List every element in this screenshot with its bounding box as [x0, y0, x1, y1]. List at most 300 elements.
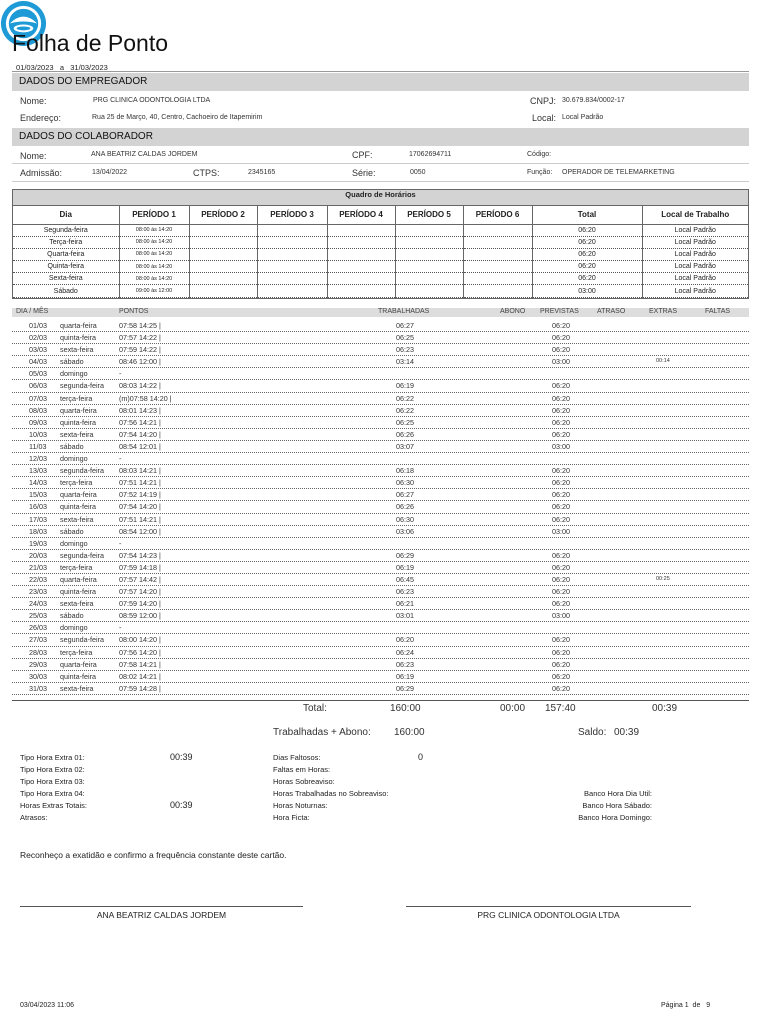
admission-label: Admissão: [20, 168, 63, 178]
row-punches: - [119, 369, 122, 379]
table-row [12, 429, 749, 441]
row-punches: 08:03 14:21 | [119, 466, 161, 476]
col-atraso: ATRASO [597, 308, 626, 315]
schedule-total: 06:20 [532, 273, 642, 285]
row-punches: 08:02 14:21 | [119, 671, 161, 681]
row-weekday: quarta-feira [60, 574, 97, 584]
employer-section-header: DADOS DO EMPREGADOR [12, 73, 749, 91]
table-row [12, 356, 749, 368]
schedule-period-3 [257, 285, 327, 297]
page-total: 9 [706, 1002, 711, 1009]
row-weekday: terça-feira [60, 647, 93, 657]
schedule-period-5 [395, 285, 463, 297]
schedule-period-4 [327, 236, 395, 248]
row-date: 14/03 [29, 478, 47, 488]
row-punches: 08:00 14:20 | [119, 635, 161, 645]
table-row [12, 477, 749, 489]
row-worked: 06:24 [396, 647, 414, 657]
table-row [12, 453, 749, 465]
row-date: 06/03 [29, 381, 47, 391]
schedule-header-cell: PERÍODO 6 [463, 206, 532, 224]
local-value: Local Padrão [562, 114, 604, 121]
period-separator: a [59, 63, 64, 72]
schedule-local: Local Padrão [642, 273, 748, 285]
table-row [12, 526, 749, 538]
schedule-local: Local Padrão [642, 261, 748, 273]
serie-value: 0050 [410, 169, 426, 176]
row-weekday: sexta-feira [60, 345, 94, 355]
table-row [12, 465, 749, 477]
row-weekday: quarta-feira [60, 321, 97, 330]
row-worked: 06:27 [396, 490, 414, 500]
table-row [12, 368, 749, 380]
row-punches: - [119, 538, 122, 548]
row-expected: 06:20 [552, 574, 570, 584]
noturnas-label: Horas Noturnas: [273, 801, 328, 810]
row-expected: 06:20 [552, 321, 570, 330]
table-row [12, 332, 749, 344]
row-weekday: quinta-feira [60, 333, 96, 343]
row-weekday: quinta-feira [60, 417, 96, 427]
schedule-row [13, 261, 748, 273]
total-expected: 157:40 [545, 703, 576, 714]
schedule-period-3 [257, 248, 327, 260]
row-worked: 06:19 [396, 562, 414, 572]
schedule-header-cell: PERÍODO 5 [395, 206, 463, 224]
row-weekday: sábado [60, 611, 84, 621]
schedule-period-5 [395, 273, 463, 285]
schedule-caption: Quadro de Horários [13, 190, 748, 206]
employee-signature-name: ANA BEATRIZ CALDAS JORDEM [96, 910, 227, 920]
divider [12, 71, 749, 72]
row-weekday: terça-feira [60, 393, 93, 403]
row-weekday: sábado [60, 357, 84, 367]
admission-value: 13/04/2022 [92, 169, 128, 176]
row-expected: 03:00 [552, 441, 570, 451]
row-expected: 06:20 [552, 393, 570, 403]
row-date: 03/03 [29, 345, 47, 355]
row-punches: 07:58 14:25 | [119, 321, 161, 330]
schedule-period-1: 08:00 às 14:20 [119, 248, 189, 260]
schedule-row [13, 273, 748, 285]
divider [12, 163, 749, 164]
banco-sabado-label: Banco Hora Sábado: [582, 801, 652, 810]
row-weekday: terça-feira [60, 478, 93, 488]
row-weekday: sexta-feira [60, 599, 94, 609]
row-date: 05/03 [29, 369, 47, 379]
table-row [12, 598, 749, 610]
schedule-day: Terça-feira [13, 236, 119, 248]
row-date: 24/03 [29, 599, 47, 609]
row-expected: 06:20 [552, 599, 570, 609]
schedule-day: Quarta-feira [13, 248, 119, 260]
page-of-label: de [692, 1002, 701, 1009]
table-row [12, 380, 749, 392]
row-expected: 06:20 [552, 478, 570, 488]
row-expected: 03:00 [552, 611, 570, 621]
he2-label: Tipo Hora Extra 02: [20, 765, 85, 774]
table-row [12, 574, 749, 586]
schedule-total: 06:20 [532, 248, 642, 260]
row-date: 23/03 [29, 587, 47, 597]
table-row [12, 441, 749, 453]
row-date: 19/03 [29, 538, 47, 548]
worked-abono-label: Trabalhadas + Abono: [273, 727, 371, 738]
employer-signature-line [406, 906, 691, 907]
schedule-period-6 [463, 236, 532, 248]
row-worked: 03:06 [396, 526, 414, 536]
row-weekday: quarta-feira [60, 405, 97, 415]
schedule-period-6 [463, 224, 532, 236]
banco-domingo-label: Banco Hora Domingo: [578, 813, 652, 822]
row-date: 21/03 [29, 562, 47, 572]
row-expected: 06:20 [552, 381, 570, 391]
cpf-value: 17062694711 [409, 151, 452, 158]
row-worked: 06:29 [396, 683, 414, 693]
employer-name: PRG CLINICA ODONTOLOGIA LTDA [93, 97, 211, 104]
schedule-period-2 [189, 261, 257, 273]
schedule-period-1: 08:00 às 14:20 [119, 224, 189, 236]
row-date: 01/03 [29, 321, 47, 330]
table-row [12, 320, 749, 332]
row-punches: 07:59 14:20 | [119, 599, 161, 609]
row-date: 10/03 [29, 429, 47, 439]
row-worked: 06:23 [396, 345, 414, 355]
local-label: Local: [532, 113, 557, 123]
row-extras: 00:14 [656, 358, 670, 365]
row-weekday: domingo [60, 623, 88, 633]
cpf-label: CPF: [352, 150, 373, 160]
page-number [661, 1002, 710, 1009]
row-date: 15/03 [29, 490, 47, 500]
row-date: 18/03 [29, 526, 47, 536]
table-row [12, 550, 749, 562]
schedule-table [12, 189, 749, 299]
faltas-horas-label: Faltas em Horas: [273, 765, 331, 774]
schedule-period-4 [327, 261, 395, 273]
atrasos-label: Atrasos: [20, 813, 48, 822]
worked-abono-value: 160:00 [394, 727, 425, 738]
row-worked: 03:14 [396, 357, 414, 367]
row-punches: (m)07:58 14:20 | [119, 393, 172, 403]
row-worked: 06:26 [396, 502, 414, 512]
row-date: 16/03 [29, 502, 47, 512]
row-worked: 03:01 [396, 611, 414, 621]
row-worked: 06:19 [396, 381, 414, 391]
schedule-period-3 [257, 261, 327, 273]
row-weekday: domingo [60, 369, 88, 379]
total-extras: 00:39 [652, 703, 678, 714]
sobreaviso-label: Horas Sobreaviso: [273, 777, 335, 786]
schedule-header-cell: Local de Trabalho [642, 206, 748, 224]
totals-divider [12, 700, 749, 701]
row-expected: 06:20 [552, 466, 570, 476]
schedule-period-5 [395, 248, 463, 260]
row-worked: 06:21 [396, 599, 414, 609]
he1-value: 00:39 [170, 752, 193, 762]
row-worked: 06:30 [396, 514, 414, 524]
row-worked: 03:07 [396, 441, 414, 451]
col-trabalhadas: TRABALHADAS [378, 308, 430, 315]
ficta-label: Hora Ficta: [273, 813, 310, 822]
row-punches: 07:57 14:20 | [119, 587, 161, 597]
row-date: 30/03 [29, 671, 47, 681]
row-date: 08/03 [29, 405, 47, 415]
declaration-text: Reconheço a exatidão e confirmo a frequência constante deste cartão. [20, 850, 287, 860]
row-date: 31/03 [29, 683, 47, 693]
employer-name-label: Nome: [20, 96, 47, 106]
row-date: 20/03 [29, 550, 47, 560]
col-faltas: FALTAS [705, 308, 731, 315]
row-worked: 06:18 [396, 466, 414, 476]
row-extras: 00:25 [656, 575, 670, 582]
daily-table [12, 320, 749, 695]
row-expected: 06:20 [552, 587, 570, 597]
row-weekday: quarta-feira [60, 490, 97, 500]
schedule-total: 06:20 [532, 224, 642, 236]
row-punches: 07:57 14:22 | [119, 333, 161, 343]
total-worked: 160:00 [390, 703, 421, 714]
cnpj-label: CNPJ: [530, 96, 557, 106]
col-abono: ABONO [500, 308, 526, 315]
row-expected: 06:20 [552, 550, 570, 560]
schedule-local: Local Padrão [642, 248, 748, 260]
schedule-header-cell: PERÍODO 2 [189, 206, 257, 224]
table-row [12, 610, 749, 622]
row-expected: 06:20 [552, 514, 570, 524]
row-weekday: sábado [60, 526, 84, 536]
schedule-period-1: 08:00 às 14:20 [119, 236, 189, 248]
table-row [12, 538, 749, 550]
row-weekday: segunda-feira [60, 550, 104, 560]
row-weekday: quinta-feira [60, 671, 96, 681]
schedule-header-cell: Total [532, 206, 642, 224]
row-expected: 06:20 [552, 659, 570, 669]
row-date: 26/03 [29, 623, 47, 633]
row-weekday: sexta-feira [60, 683, 94, 693]
table-row [12, 489, 749, 501]
employee-section-header: DADOS DO COLABORADOR [12, 128, 749, 146]
row-weekday: quarta-feira [60, 659, 97, 669]
row-expected: 06:20 [552, 490, 570, 500]
row-expected: 06:20 [552, 671, 570, 681]
employee-name-label: Nome: [20, 151, 47, 161]
het-label: Horas Extras Totais: [20, 801, 87, 810]
row-weekday: sexta-feira [60, 429, 94, 439]
schedule-period-2 [189, 273, 257, 285]
row-punches: 07:54 14:20 | [119, 429, 161, 439]
row-punches: 07:56 14:20 | [119, 647, 161, 657]
page-label: Página [661, 1002, 683, 1009]
schedule-period-4 [327, 285, 395, 297]
schedule-day: Sábado [13, 285, 119, 297]
schedule-local: Local Padrão [642, 236, 748, 248]
row-weekday: terça-feira [60, 562, 93, 572]
schedule-period-1: 09:00 às 12:00 [119, 285, 189, 297]
table-row [12, 659, 749, 671]
row-weekday: domingo [60, 454, 88, 464]
schedule-period-2 [189, 285, 257, 297]
row-expected: 06:20 [552, 429, 570, 439]
row-worked: 06:23 [396, 659, 414, 669]
schedule-header-cell: PERÍODO 4 [327, 206, 395, 224]
row-worked: 06:30 [396, 478, 414, 488]
row-expected: 06:20 [552, 502, 570, 512]
row-worked: 06:25 [396, 417, 414, 427]
row-punches: 07:58 14:21 | [119, 659, 161, 669]
row-expected: 06:20 [552, 345, 570, 355]
row-expected: 06:20 [552, 417, 570, 427]
table-row [12, 634, 749, 646]
col-pontos: PONTOS [119, 308, 149, 315]
row-punches: - [119, 623, 122, 633]
row-weekday: segunda-feira [60, 635, 104, 645]
row-punches: 08:59 12:00 | [119, 611, 161, 621]
row-worked: 06:26 [396, 429, 414, 439]
schedule-header-cell: PERÍODO 3 [257, 206, 327, 224]
table-row [12, 683, 749, 695]
daily-table-header [12, 308, 749, 317]
cnpj-value: 30.679.834/0002-17 [562, 97, 625, 104]
schedule-period-6 [463, 273, 532, 285]
schedule-period-2 [189, 248, 257, 260]
row-worked: 06:25 [396, 333, 414, 343]
schedule-local: Local Padrão [642, 224, 748, 236]
schedule-day: Segunda-feira [13, 224, 119, 236]
schedule-period-6 [463, 248, 532, 260]
het-value: 00:39 [170, 800, 193, 810]
table-row [12, 586, 749, 598]
row-punches: 08:03 14:22 | [119, 381, 161, 391]
print-timestamp: 03/04/2023 11:06 [20, 1002, 74, 1009]
col-dia: DIA / MÊS [16, 308, 49, 315]
period-end: 31/03/2023 [70, 63, 108, 72]
schedule-total: 06:20 [532, 261, 642, 273]
schedule-header-cell: Dia [13, 206, 119, 224]
row-expected: 06:20 [552, 647, 570, 657]
row-punches: - [119, 454, 122, 464]
schedule-row [13, 248, 748, 260]
banco-util-label: Banco Hora Dia Util: [584, 789, 652, 798]
table-row [12, 344, 749, 356]
row-punches: 07:52 14:19 | [119, 490, 161, 500]
page-title: Folha de Ponto [12, 30, 169, 56]
schedule-total: 06:20 [532, 236, 642, 248]
row-date: 27/03 [29, 635, 47, 645]
he1-label: Tipo Hora Extra 01: [20, 753, 85, 762]
schedule-period-4 [327, 224, 395, 236]
divider [12, 181, 749, 182]
table-row [12, 562, 749, 574]
schedule-period-3 [257, 236, 327, 248]
schedule-period-3 [257, 273, 327, 285]
schedule-header-cell: PERÍODO 1 [119, 206, 189, 224]
row-date: 22/03 [29, 574, 47, 584]
row-worked: 06:20 [396, 635, 414, 645]
row-worked: 06:19 [396, 671, 414, 681]
row-expected: 06:20 [552, 562, 570, 572]
trab-sobreaviso-label: Horas Trabalhadas no Sobreaviso: [273, 789, 389, 798]
row-punches: 08:01 14:23 | [119, 405, 161, 415]
schedule-period-4 [327, 248, 395, 260]
schedule-period-6 [463, 261, 532, 273]
row-expected: 06:20 [552, 333, 570, 343]
row-expected: 06:20 [552, 635, 570, 645]
row-punches: 07:51 14:21 | [119, 478, 161, 488]
row-punches: 07:54 14:20 | [119, 502, 161, 512]
row-punches: 07:54 14:23 | [119, 550, 161, 560]
schedule-period-5 [395, 261, 463, 273]
row-weekday: domingo [60, 538, 88, 548]
row-punches: 07:57 14:42 | [119, 574, 161, 584]
row-date: 07/03 [29, 393, 47, 403]
row-worked: 06:27 [396, 321, 414, 330]
row-punches: 08:46 12:00 | [119, 357, 161, 367]
row-weekday: segunda-feira [60, 466, 104, 476]
schedule-period-3 [257, 224, 327, 236]
saldo-label: Saldo: [578, 727, 607, 738]
row-date: 28/03 [29, 647, 47, 657]
ctps-label: CTPS: [193, 168, 220, 178]
row-date: 09/03 [29, 417, 47, 427]
page-current: 1 [684, 1002, 689, 1009]
row-weekday: quinta-feira [60, 502, 96, 512]
table-row [12, 671, 749, 683]
table-row [12, 405, 749, 417]
he3-label: Tipo Hora Extra 03: [20, 777, 85, 786]
row-date: 25/03 [29, 611, 47, 621]
row-weekday: sábado [60, 441, 84, 451]
row-date: 12/03 [29, 454, 47, 464]
schedule-day: Sexta-feira [13, 273, 119, 285]
serie-label: Série: [352, 168, 376, 178]
address-value: Rua 25 de Março, 40, Centro, Cachoeiro de Itapemirim [92, 114, 263, 121]
row-expected: 03:00 [552, 357, 570, 367]
period-start: 01/03/2023 [16, 63, 54, 72]
ctps-value: 2345165 [248, 169, 276, 176]
row-punches: 08:54 12:00 | [119, 526, 161, 536]
table-row [12, 514, 749, 526]
faltosos-label: Dias Faltosos: [273, 753, 321, 762]
row-date: 11/03 [29, 441, 47, 451]
code-label: Código: [527, 151, 552, 158]
schedule-row [13, 285, 748, 297]
schedule-day: Quinta-feira [13, 261, 119, 273]
total-abono: 00:00 [500, 703, 526, 714]
row-worked: 06:23 [396, 587, 414, 597]
schedule-row [13, 236, 748, 248]
row-punches: 07:59 14:22 | [119, 345, 161, 355]
row-punches: 07:51 14:21 | [119, 514, 161, 524]
he4-label: Tipo Hora Extra 04: [20, 789, 85, 798]
row-punches: 07:59 14:18 | [119, 562, 161, 572]
table-row [12, 501, 749, 513]
row-date: 02/03 [29, 333, 47, 343]
saldo-value: 00:39 [614, 727, 640, 738]
address-label: Endereço: [20, 113, 62, 123]
schedule-row [13, 224, 748, 236]
schedule-period-5 [395, 224, 463, 236]
schedule-period-1: 08:00 às 14:20 [119, 273, 189, 285]
col-extras: EXTRAS [649, 308, 678, 315]
schedule-period-2 [189, 236, 257, 248]
row-worked: 06:22 [396, 405, 414, 415]
employer-signature-name: PRG CLINICA ODONTOLOGIA LTDA [477, 910, 620, 920]
row-date: 29/03 [29, 659, 47, 669]
row-expected: 03:00 [552, 526, 570, 536]
table-row [12, 417, 749, 429]
schedule-period-2 [189, 224, 257, 236]
